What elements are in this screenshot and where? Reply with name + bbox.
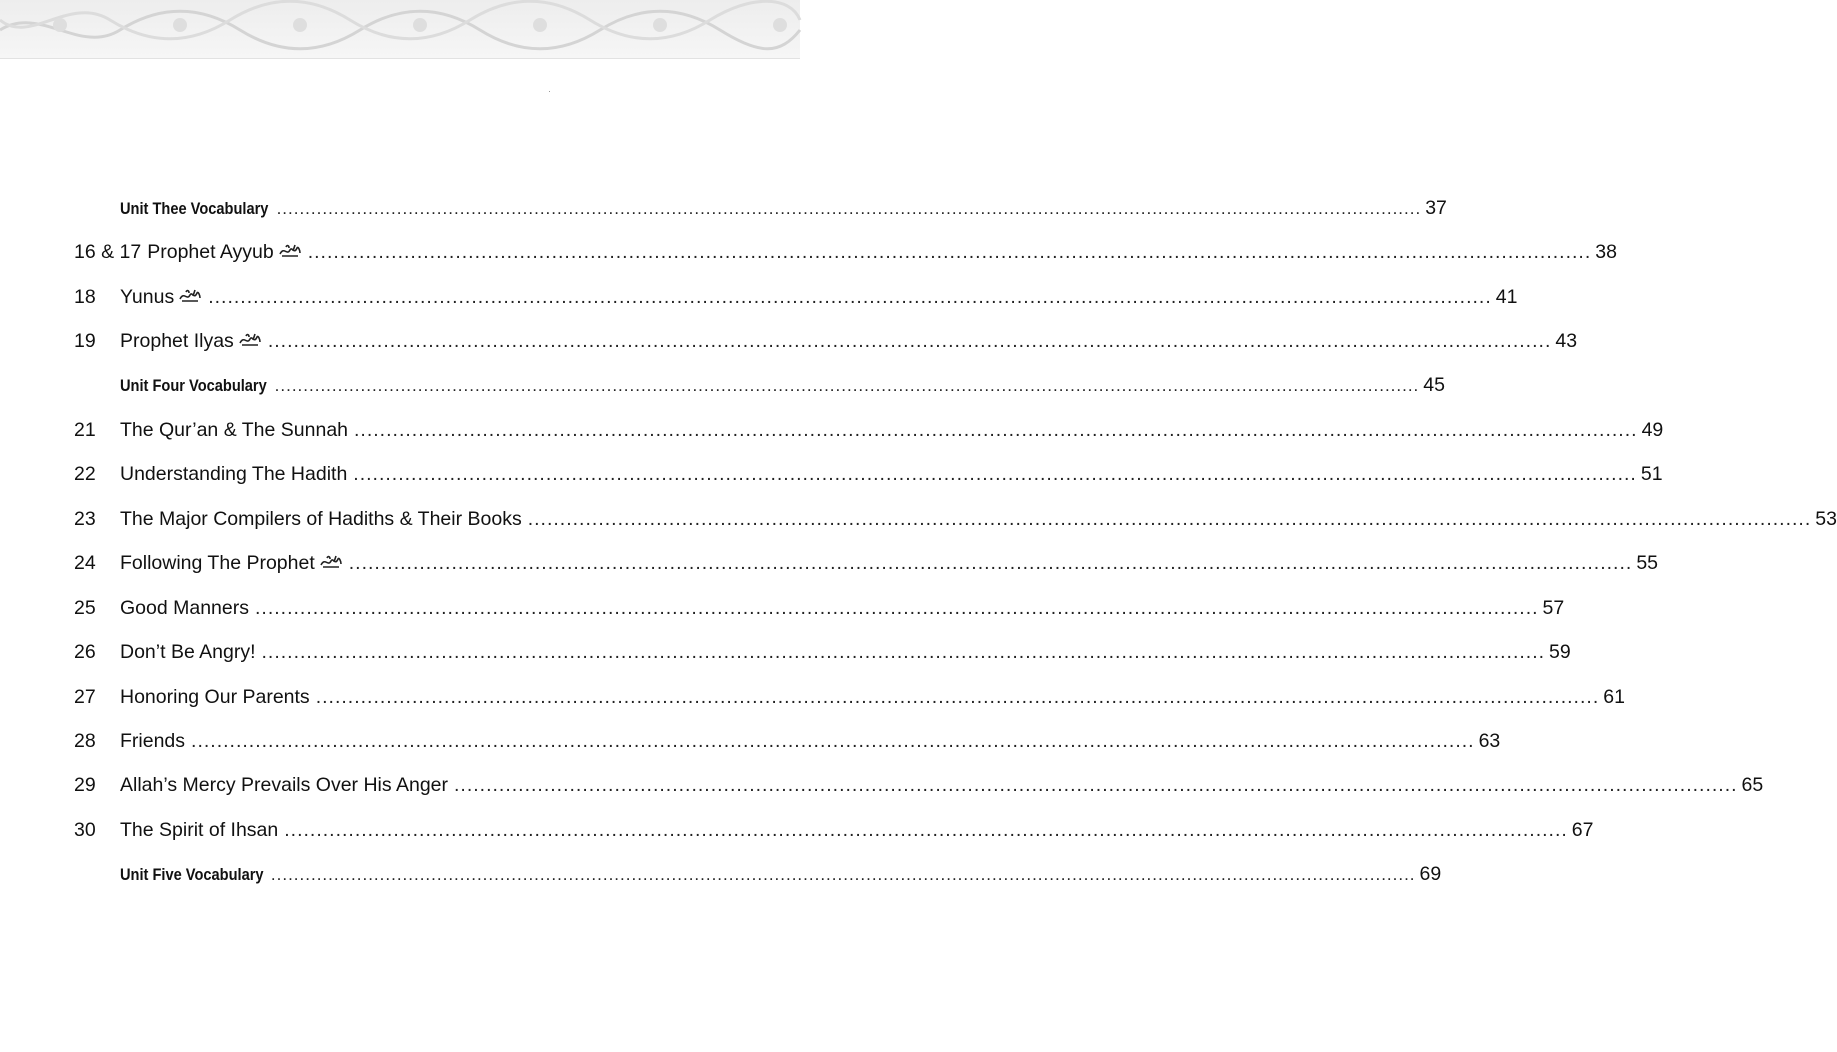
toc-page-number: 61 (1603, 686, 1625, 708)
dot-leader: ........................................................................................................................................................................................................ (307, 241, 1592, 263)
toc-entry-row (74, 816, 1594, 844)
toc-entry-row (74, 638, 1571, 666)
toc-entry-title: Following The Prophet (120, 552, 315, 574)
dot-leader: ........................................................................................................................................................................................................ (527, 508, 1812, 530)
toc-entry-title: The Qur’an & The Sunnah (120, 419, 349, 441)
salutation-icon (278, 242, 302, 258)
toc-entry-row (74, 327, 1578, 355)
dot-leader: ........................................................................................................................................................................................................ (354, 419, 1638, 441)
toc-page-number: 45 (1423, 374, 1445, 396)
toc-unit-row (74, 860, 1442, 888)
toc-entry-title: Unit Four Vocabulary (120, 376, 267, 395)
toc-page-number: 38 (1595, 241, 1617, 263)
toc-entry-number: 19 (74, 330, 96, 352)
toc-entry-title: Understanding The Hadith (120, 463, 348, 485)
toc-page-number: 55 (1636, 552, 1659, 574)
toc-entry-title: Don’t Be Angry! (120, 641, 256, 663)
page-speck (549, 91, 550, 92)
toc-page-number: 51 (1640, 463, 1663, 485)
toc-entry-number: 28 (74, 730, 96, 752)
toc-entry-title: Good Manners (120, 597, 249, 619)
toc-entry-title: Honoring Our Parents (120, 686, 310, 708)
toc-entry-row (74, 283, 1518, 311)
toc-entry-number: 26 (74, 641, 96, 663)
toc-page-number: 43 (1555, 330, 1578, 352)
dot-leader: ........................................................................................................................................................................................................ (284, 819, 1568, 841)
dot-leader: ........................................................................................................................................................................................................ (270, 865, 1416, 884)
arabesque-ornament (0, 0, 800, 58)
toc-page-number: 41 (1495, 286, 1518, 308)
dot-leader: ........................................................................................................................................................................................................ (454, 774, 1738, 796)
dot-leader: ........................................................................................................................................................................................................ (267, 330, 1552, 352)
toc-entry-number: 30 (74, 819, 96, 841)
toc-entry-title: Friends (120, 730, 186, 752)
salutation-icon (178, 287, 202, 303)
toc-page-number: 69 (1419, 863, 1442, 885)
dot-leader: ........................................................................................................................................................................................................ (261, 641, 1546, 663)
toc-unit-row (74, 194, 1447, 222)
toc-page-number: 37 (1425, 197, 1447, 219)
dot-leader: ........................................................................................................................................................................................................ (208, 286, 1492, 308)
salutation-icon (238, 331, 262, 347)
toc-page-number: 59 (1549, 641, 1571, 663)
toc-entry-row (74, 727, 1501, 755)
toc-page-number: 57 (1542, 597, 1565, 619)
toc-entry-number: 21 (74, 419, 96, 441)
toc-entry-row (74, 549, 1659, 577)
toc-page-number: 49 (1641, 419, 1664, 441)
toc-entry-number: 23 (74, 508, 96, 530)
dot-leader: ........................................................................................................................................................................................................ (315, 686, 1600, 708)
toc-unit-row (74, 371, 1445, 399)
toc-entry-number: 18 (74, 286, 96, 308)
toc-entry-number: 27 (74, 686, 96, 708)
toc-entry-number: 29 (74, 774, 96, 796)
toc-entry-number: 24 (74, 552, 96, 574)
toc-entry-number: 25 (74, 597, 96, 619)
dot-leader: ........................................................................................................................................................................................................ (353, 463, 1637, 485)
dot-leader: ........................................................................................................................................................................................................ (191, 730, 1475, 752)
toc-entry-row (74, 238, 1617, 266)
toc-entry-row (74, 771, 1764, 799)
dot-leader: ........................................................................................................................................................................................................ (274, 376, 1420, 395)
dot-leader: ........................................................................................................................................................................................................ (255, 597, 1539, 619)
toc-entry-title: Unit Thee Vocabulary (120, 199, 269, 218)
toc-entry-number: 16 & 17 (74, 241, 142, 263)
toc-entry-number: 22 (74, 463, 96, 485)
toc-entry-row (74, 505, 1837, 533)
toc-entry-row (74, 683, 1625, 711)
dot-leader: ........................................................................................................................................................................................................ (276, 199, 1422, 218)
salutation-icon (319, 553, 343, 569)
toc-page-number: 63 (1478, 730, 1501, 752)
dot-leader: ........................................................................................................................................................................................................ (348, 552, 1633, 574)
toc-page-number: 65 (1741, 774, 1764, 796)
toc-entry-title: Prophet Ayyub (147, 241, 274, 263)
toc-entry-title: Allah’s Mercy Prevails Over His Anger (120, 774, 448, 796)
decorative-banner (0, 0, 800, 59)
toc-page-number: 53 (1815, 508, 1837, 530)
toc-entry-title: Yunus (120, 286, 175, 308)
toc-entry-row (74, 460, 1663, 488)
toc-entry-title: Prophet Ilyas (120, 330, 234, 352)
toc-entry-title: Unit Five Vocabulary (120, 865, 264, 884)
toc-entry-title: The Major Compilers of Hadiths & Their Books (120, 508, 522, 530)
toc-entry-title: The Spirit of Ihsan (120, 819, 279, 841)
toc-entry-row (74, 416, 1664, 444)
toc-page-number: 67 (1571, 819, 1594, 841)
toc-entry-row (74, 594, 1565, 622)
